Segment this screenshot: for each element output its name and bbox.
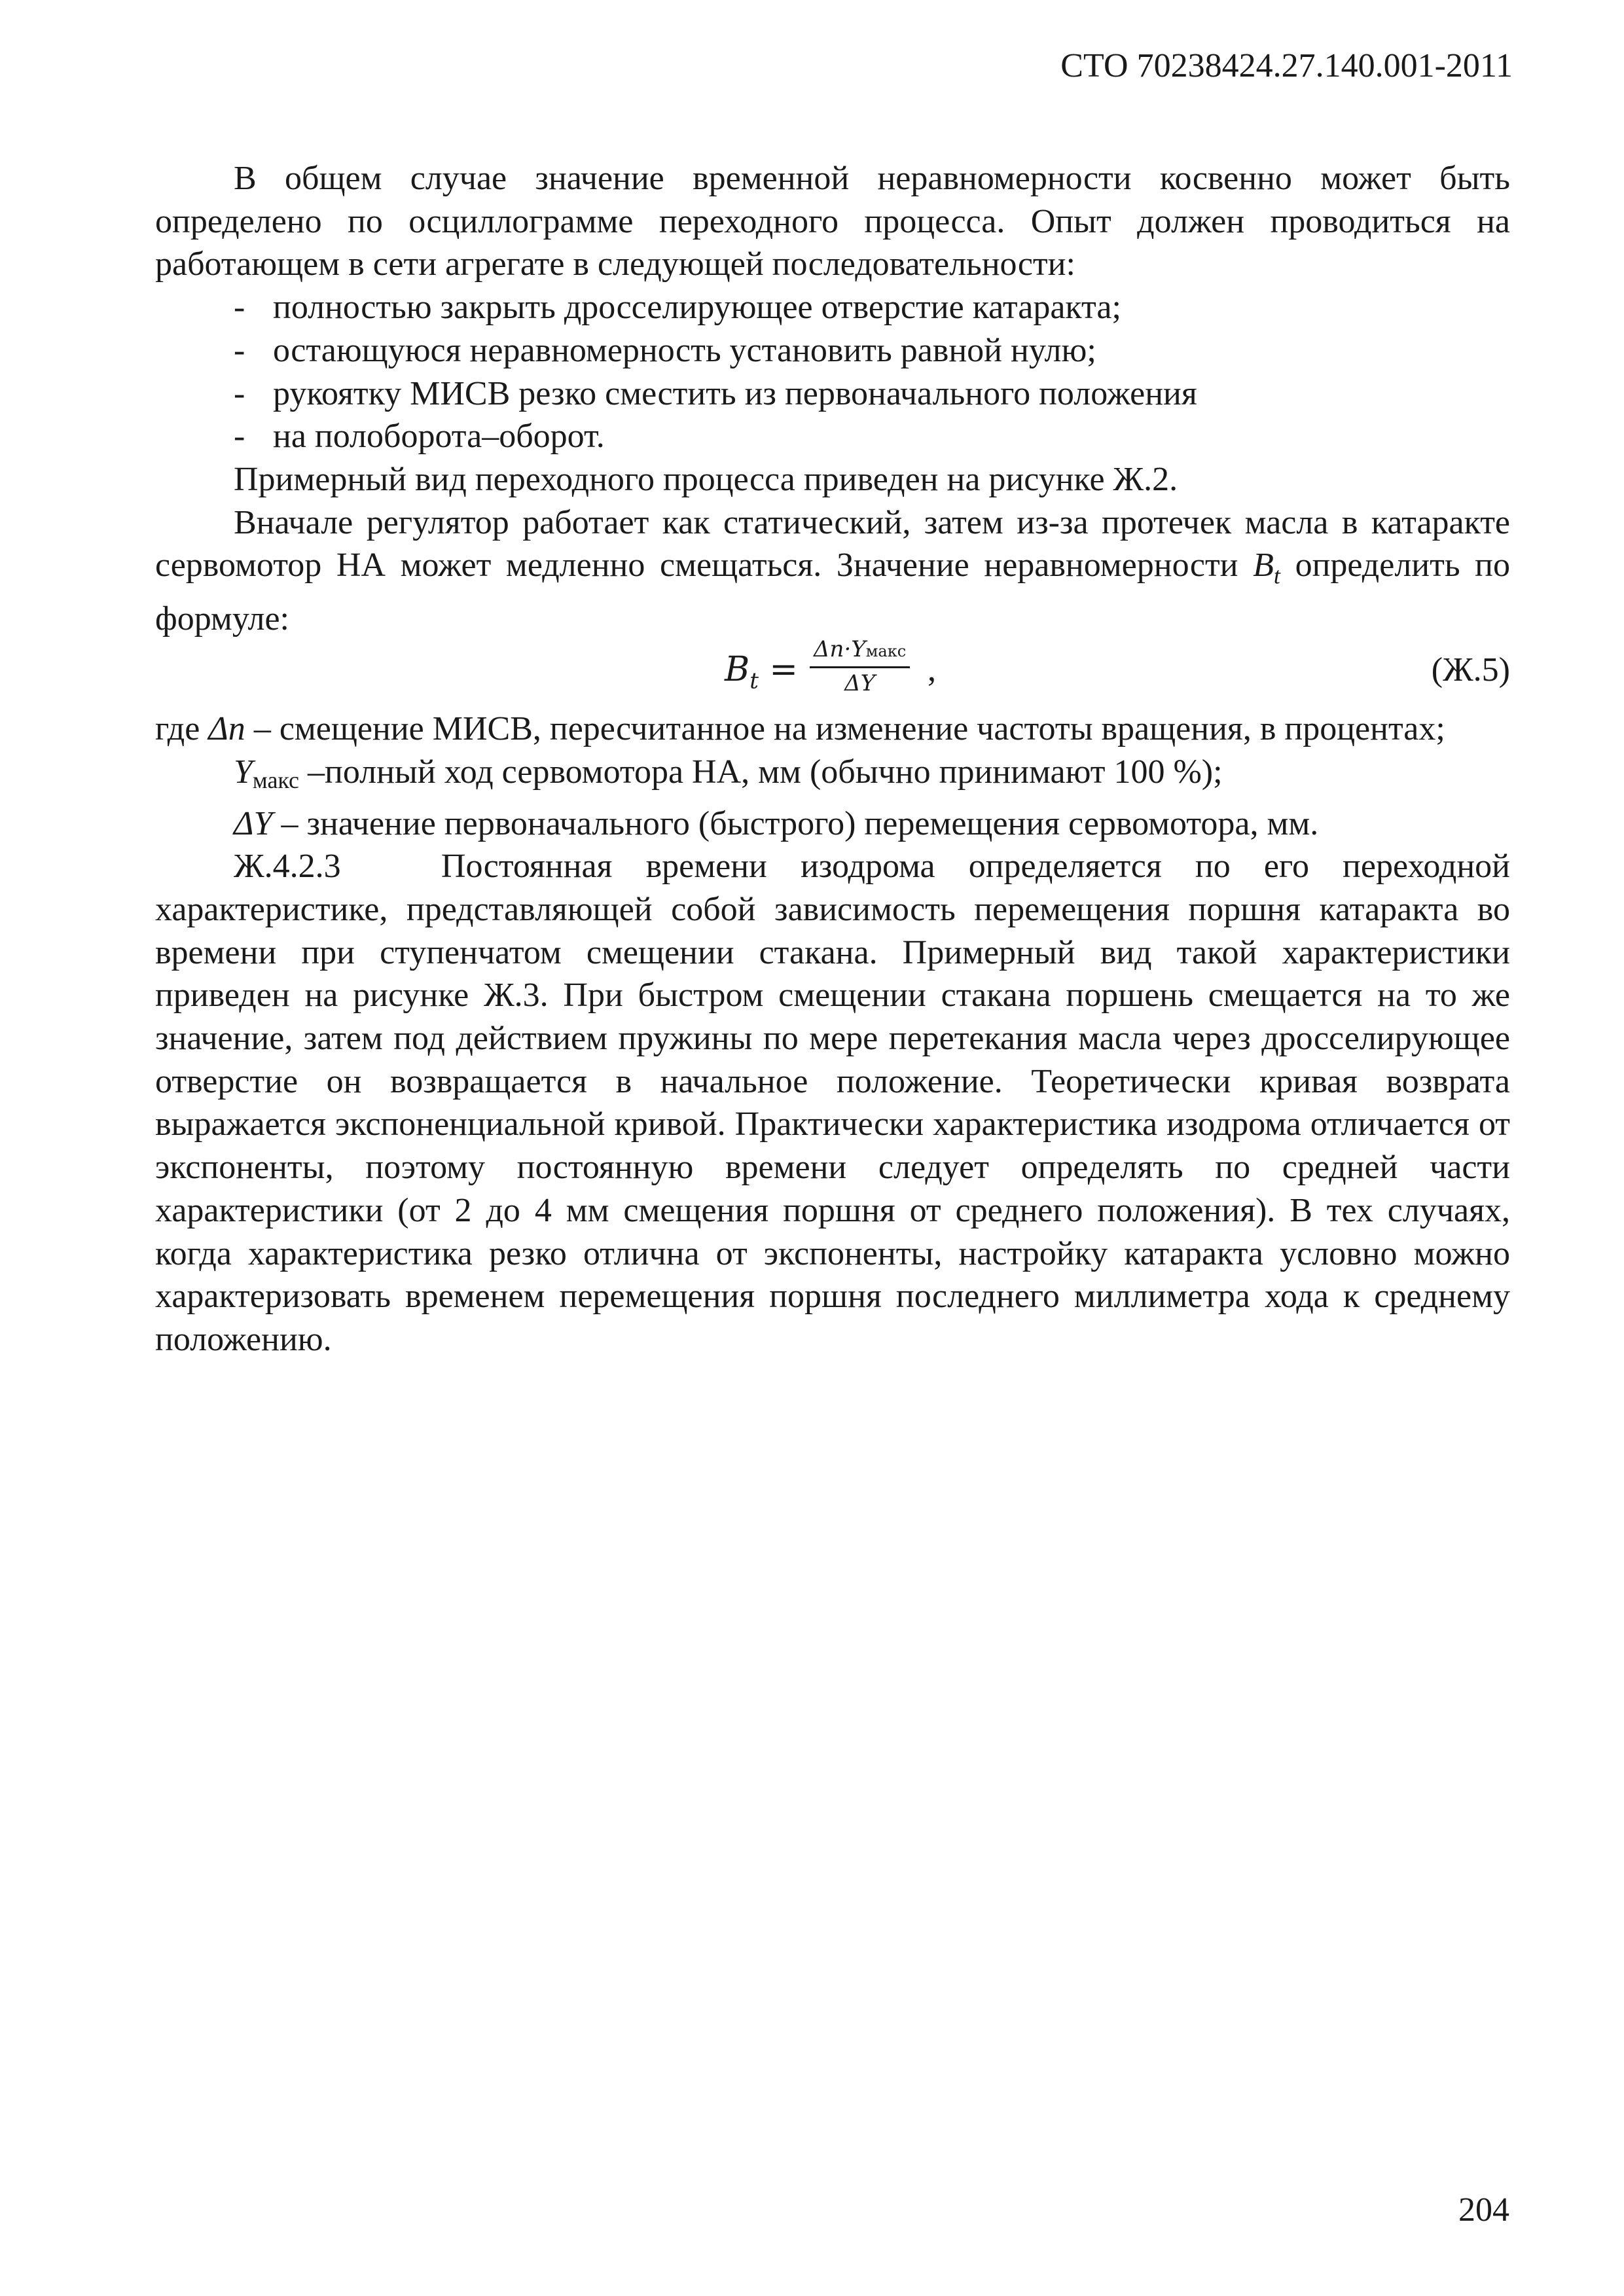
formula-block (155, 634, 1510, 708)
page-content (155, 157, 1510, 1361)
formula-denominator: ΔY (844, 670, 876, 697)
symbol-dy: ΔY (234, 804, 273, 842)
variable-b: $B_t$ (1253, 547, 1280, 589)
step-item (155, 372, 1510, 416)
regulator-paragraph (155, 501, 1510, 641)
where-ymax-paragraph: Yмакс –полный ход сервомотора НА, мм (обычно принимают 100 %); (234, 753, 1223, 793)
example-paragraph: Примерный вид переходного процесса приведен на рисунке Ж.2. (234, 460, 1178, 498)
formula-comma: , (928, 651, 936, 689)
document-code-header: СТО 70238424.27.140.001-2011 (1060, 47, 1513, 84)
step-text: на полоборота–оборот. (273, 418, 605, 456)
regulator-text-end: определить по формуле: (155, 547, 1511, 638)
formula-fraction (810, 634, 910, 698)
symbol-ymax: Y (234, 753, 253, 791)
formula-lhs: $B_t$ = (725, 650, 798, 694)
intro-paragraph: В общем случае значение временной неравномерности косвенно может быть определено по осциллограмме переходного процесса. Опыт должен проводиться на работающем в сети агрегате в следующей последовательности: (155, 160, 1510, 283)
step-item (155, 415, 1510, 458)
formula-number: (Ж.5) (1431, 651, 1510, 689)
list-dash: - (234, 289, 245, 327)
list-dash: - (234, 331, 245, 369)
formula-numerator: Δn·Yмакс (810, 634, 910, 668)
symbol-dn: Δn (208, 710, 245, 748)
regulator-text: Вначале регулятор работает как статический, затем из-за протечек масла в катаракте сервомотор НА может медленно смещаться. Значение неравномерности (155, 503, 1510, 584)
where-dy-paragraph: ΔY – значение первоначального (быстрого) перемещения сервомотора, мм. (234, 804, 1319, 842)
section-paragraph (155, 845, 1510, 1361)
step-item (155, 329, 1510, 372)
list-dash: - (234, 374, 245, 412)
step-text: остающуюся неравномерность установить равной нулю; (273, 331, 1096, 369)
section-number: Ж.4.2.3 (234, 848, 341, 886)
where-dn-paragraph: где Δn – смещение МИСВ, пересчитанное на изменение частоты вращения, в процентах; (155, 710, 1445, 748)
page-number: 204 (1458, 2191, 1509, 2229)
step-text: рукоятку МИСВ резко сместить из первоначального положения (273, 374, 1197, 412)
section-text: Постоянная времени изодрома определяется по его переходной характеристике, представляющей собой зависимость перемещения поршня катаракта во времени при ступенчатом смещении стакана. Примерный вид такой характеристики приведен на рисунке Ж.3. При быстром смещении стакана поршень смещается на то же значение, затем под действием пружины по мере перетекания масла через дросселирующее отверстие он возвращается в начальное положение. Теоретически кривая возврата выражается экспоненциальной кривой. Практически характеристика изодрома отличается от экспоненты, поэтому постоянную времени следует определять по средней части характеристики (от 2 до 4 мм смещения поршня от среднего положения). В тех случаях, когда характеристика резко отлична от экспоненты, настройку катаракта условно можно характеризовать временем перемещения поршня последнего миллиметра хода к среднему положению. (155, 848, 1510, 1358)
step-item (155, 286, 1510, 329)
step-text: полностью закрыть дросселирующее отверстие катаракта; (273, 289, 1121, 327)
list-dash: - (234, 418, 245, 456)
